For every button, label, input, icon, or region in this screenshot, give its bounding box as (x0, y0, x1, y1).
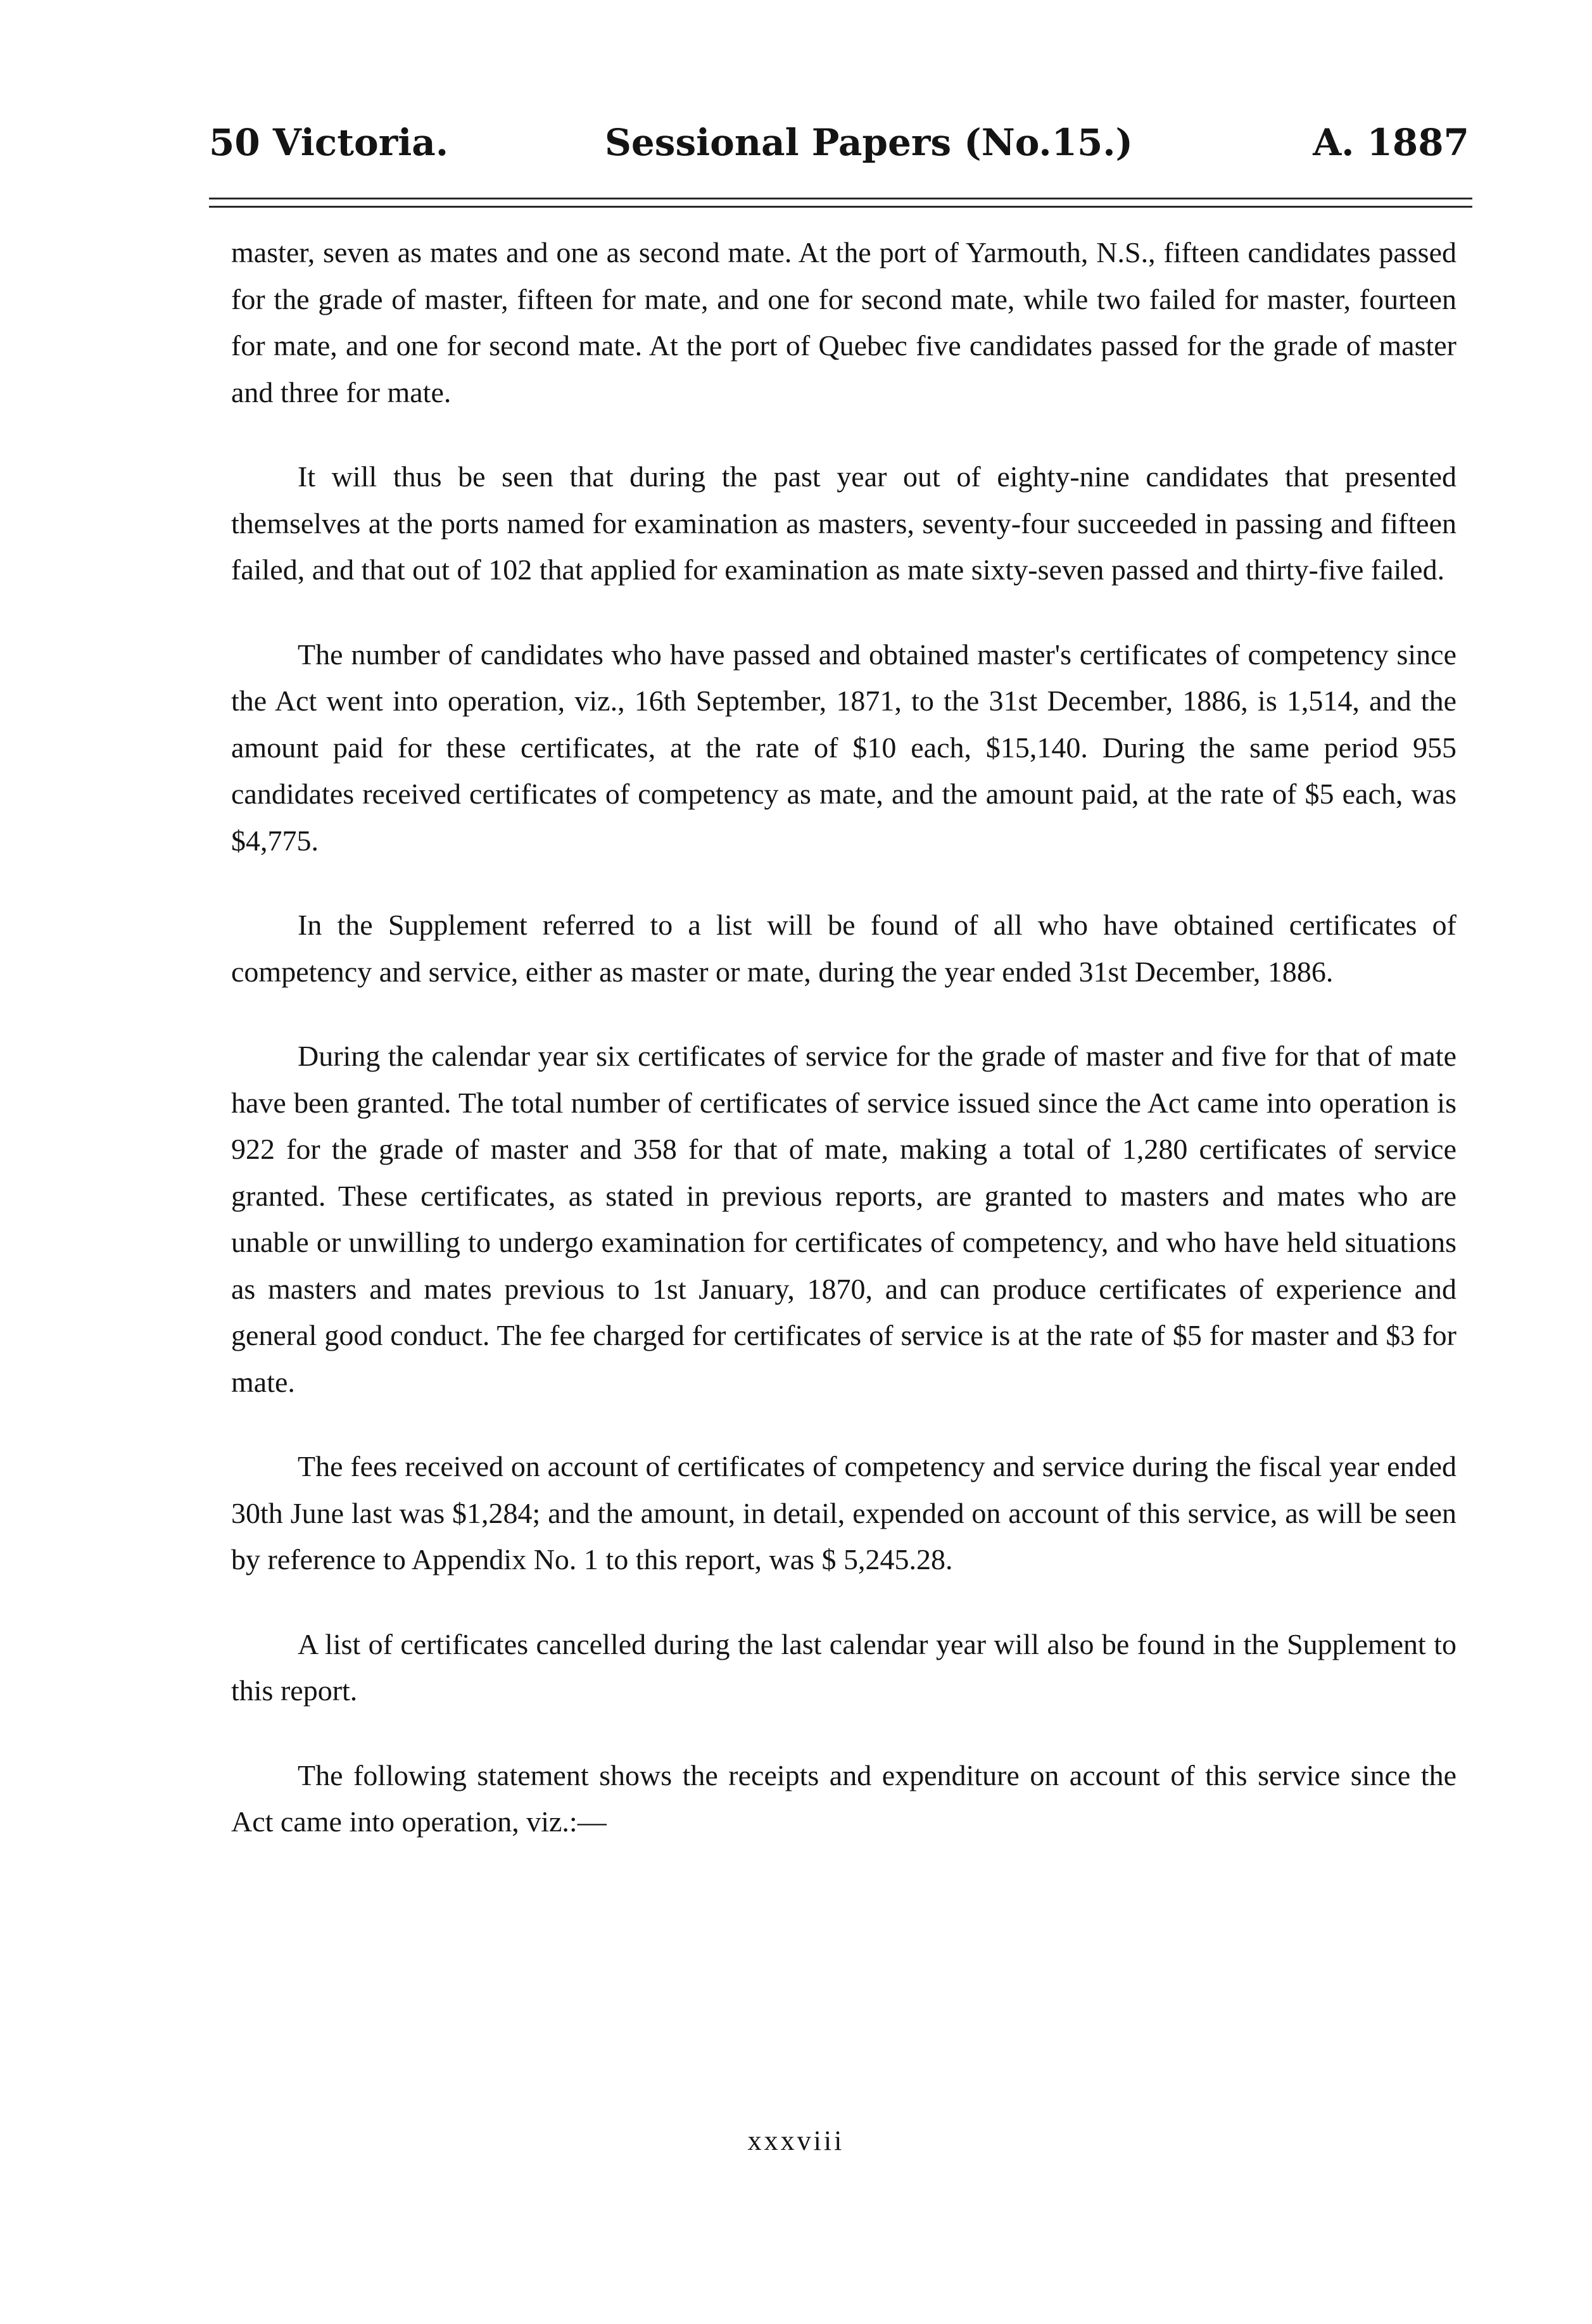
paragraph-cancelled-certificates: A list of certificates cancelled during the last calendar year will also be found in the Supplement to this report. (231, 1627, 1456, 1707)
paragraph-supplement-list: In the Supplement referred to a list will be found of all who have obtained certificates of competency and service, either as master or mate, during the year ended 31st December, 1886. (231, 909, 1456, 988)
paragraph-fees: The fees received on account of certificates of competency and service during the fiscal year ended 30th June last was $1,284; and the amount, in detail, expended on account of this service, as will be seen by reference to Appendix No. 1 to this report, was $ 5,245.28. (231, 1450, 1456, 1576)
header-rule-top (209, 198, 1472, 199)
paragraph-examination-summary: It will thus be seen that during the past year out of eighty-nine candidates that presented themselves at the ports named for examination as masters, seventy-four succeeded in passing and fifteen failed, and that out of 102 that applied for examination as mate sixty-seven passed and thirty-five failed. (231, 460, 1456, 586)
header-title: Sessional Papers (No.15.) (605, 121, 1133, 164)
paragraph-competency-certificates: The number of candidates who have passed and obtained master's certificates of competency since the Act went into operation, viz., 16th September, 1871, to the 31st December, 1886, is 1,514, and the amount paid for these certificates, at the rate of $10 each, $15,140. During the same period 955 candidates received certificates of competency as mate, and the amount paid, at the rate of $5 each, was $4,775. (231, 638, 1456, 857)
body-text (231, 229, 1456, 1883)
paragraph-statement-intro: The following statement shows the receipts and expenditure on account of this service since the Act came into operation, viz.:— (231, 1759, 1456, 1838)
page-header (209, 117, 1469, 168)
header-rule-bottom (209, 206, 1472, 208)
paragraph-service-certificates: During the calendar year six certificates of service for the grade of master and five for that of mate have been granted. The total number of certificates of service issued since the Act came into operation is 922 for the grade of master and 358 for that of mate, making a total of 1,280 certificates of service granted. These certificates, as stated in previous reports, are granted to masters and mates who are unable or unwilling to undergo examination for certificates of competency, and who have held situations as masters and mates previous to 1st January, 1870, and can produce certificates of experience and general good conduct. The fee charged for certificates of service is at the rate of $5 for master and $3 for mate. (231, 1040, 1456, 1398)
header-year: A. 1887 (1313, 121, 1469, 164)
paragraph-continuation: master, seven as mates and one as second mate. At the port of Yarmouth, N.S., fifteen candidates passed for the grade of master, fifteen for mate, and one for second mate, while two failed for master, fourteen for mate, and one for second mate. At the port of Quebec five candidates passed for the grade of master and three for mate. (231, 236, 1456, 408)
page-number: xxxviii (747, 2125, 845, 2156)
header-session: 50 Victoria. (209, 121, 449, 164)
